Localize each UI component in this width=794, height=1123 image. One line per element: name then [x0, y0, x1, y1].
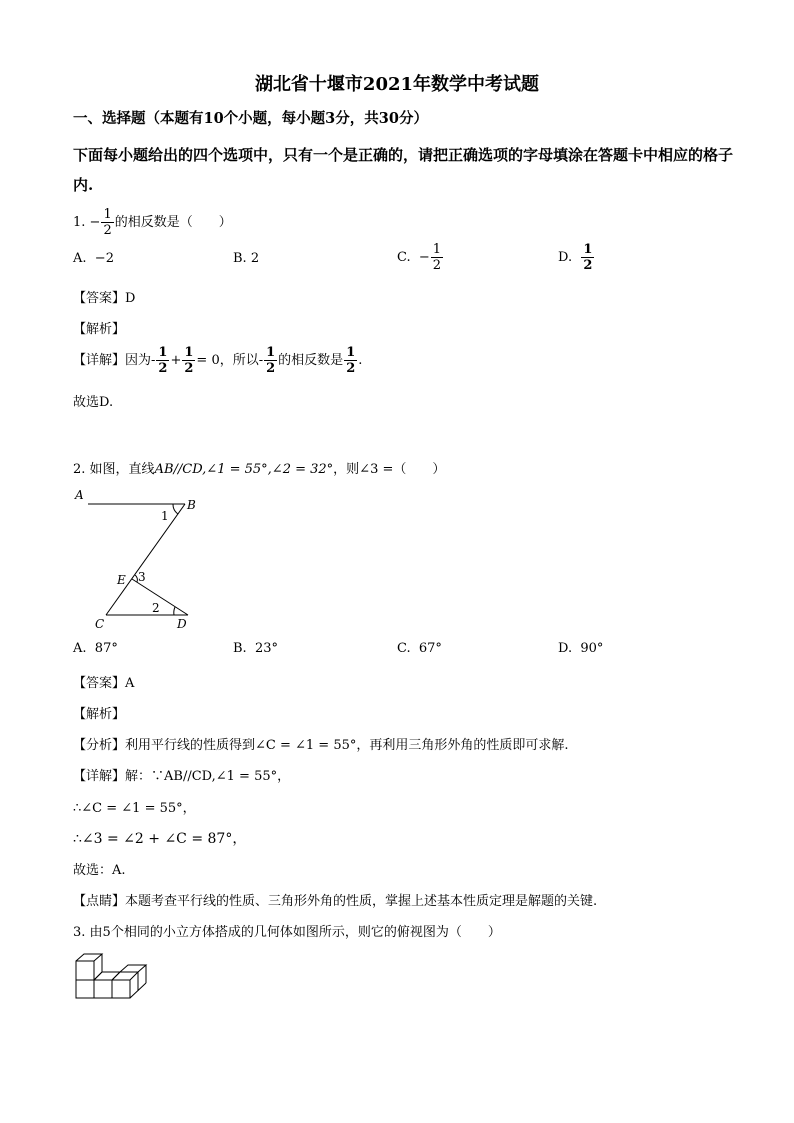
q1-choose: 故选D.: [73, 395, 114, 410]
q1-fraction: $\frac{1}{2}$: [103, 207, 112, 238]
q3-stem: 3. 由5个相同的小立方体搭成的几何体如图所示，则它的俯视图为（ ）: [73, 925, 501, 940]
q2-dianjing: 【点睛】本题考查平行线的性质、三角形外角的性质，掌握上述基本性质定理是解题的关键.: [73, 894, 598, 909]
q2-analysis-tag: 【解析】: [73, 707, 126, 722]
q1-number: 1.: [73, 215, 86, 230]
q2-option-a: A. 87°: [73, 641, 118, 656]
q2-choose: 故选：A.: [73, 863, 126, 878]
q1-option-d: D. $\frac{1}{2}$: [558, 242, 593, 273]
q2-answer: 【答案】A: [73, 676, 135, 691]
q1-analysis-tag: 【解析】: [73, 322, 126, 337]
q2-detail-line-2: ∴∠C = ∠1 = 55°，: [73, 801, 196, 816]
label-e: E: [117, 573, 126, 587]
q1-answer: 【答案】D: [73, 291, 136, 306]
q1-option-a: A. −2: [73, 251, 114, 266]
label-a: A: [75, 488, 84, 502]
label-angle-1: 1: [161, 509, 169, 523]
q1-option-c: C. − $\frac{1}{2}$: [397, 242, 442, 273]
q1-stem: 1. − $\frac{1}{2}$ 的相反数是（ ）: [73, 207, 232, 238]
q2-detail-line-1: 【详解】解：∵AB//CD,∠1 = 55°，: [73, 769, 291, 784]
q2-detail-line-3: ∴∠3 = ∠2 + ∠C = 87°，: [73, 831, 247, 847]
label-angle-3: 3: [138, 570, 146, 584]
label-angle-2: 2: [152, 601, 160, 615]
page-title: 湖北省十堰市2021年数学中考试题: [254, 74, 540, 95]
q1-detail: 【详解】因为- $\frac{1}{2}$ + $\frac{1}{2}$ = 0，所以- $\frac{1}{2}$ 的相反数是 $\frac{1}{2}$ .: [73, 345, 363, 376]
label-c: C: [95, 617, 105, 631]
q2-fenxi: 【分析】利用平行线的性质得到∠C = ∠1 = 55°，再利用三角形外角的性质即可求解.: [73, 738, 569, 753]
section-heading: 一、选择题（本题有10个小题，每小题3分，共30分）: [73, 110, 428, 127]
q2-stem: 2. 如图，直线AB//CD,∠1 = 55°,∠2 = 32°，则∠3 =（ ）: [73, 462, 446, 477]
label-b: B: [187, 498, 196, 512]
q2-geometry-figure: [70, 486, 200, 634]
q1-option-b: B. 2: [233, 251, 260, 266]
q3-cube-figure: [74, 951, 150, 1001]
q2-option-c: C. 67°: [397, 641, 442, 656]
section-instruction: 下面每小题给出的四个选项中，只有一个是正确的，请把正确选项的字母填涂在答题卡中相应的格子内.: [73, 146, 734, 194]
q2-option-d: D. 90°: [558, 641, 604, 656]
label-d: D: [177, 617, 187, 631]
q2-option-b: B. 23°: [233, 641, 278, 656]
